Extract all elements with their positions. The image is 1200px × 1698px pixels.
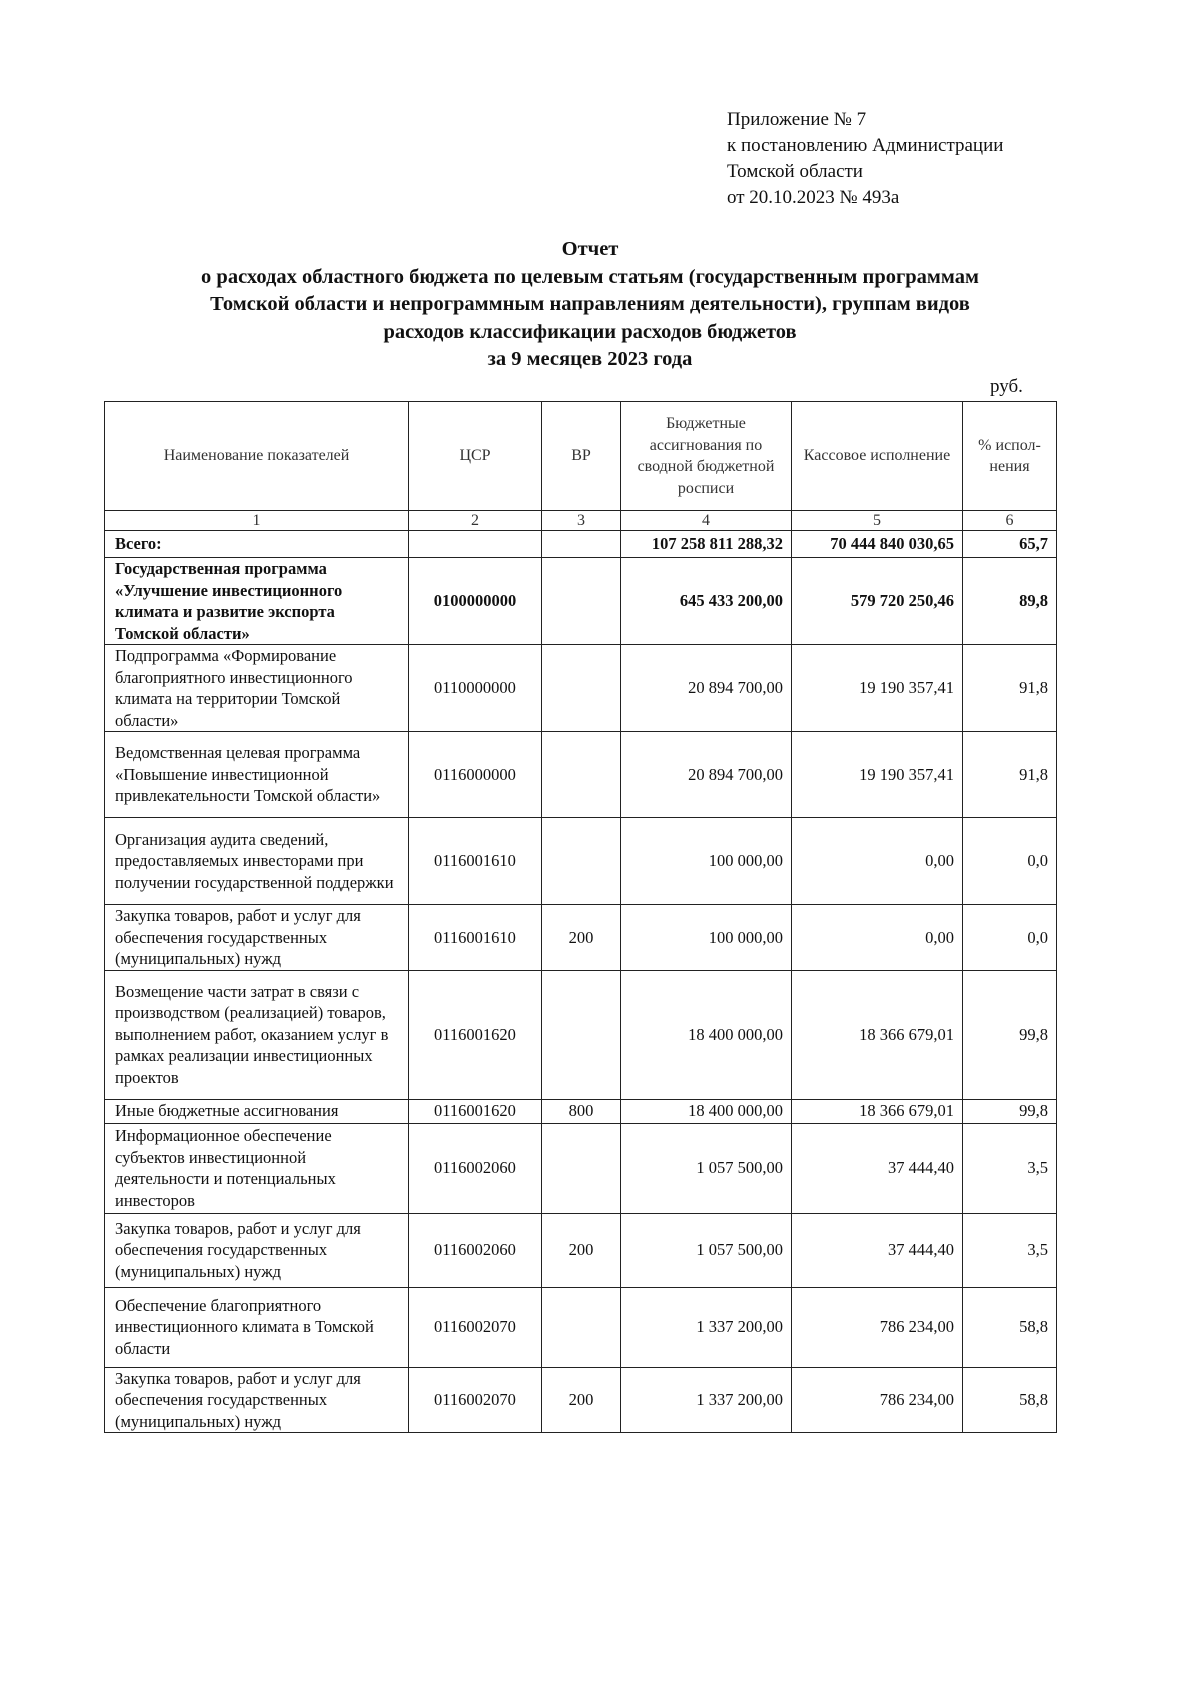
report-title: [100, 236, 1080, 374]
header-vr: ВР: [542, 402, 621, 511]
row-vr: 800: [542, 1099, 621, 1123]
row-csr: 0116001610: [409, 905, 542, 971]
appendix-line: от 20.10.2023 № 493а: [727, 187, 900, 208]
row-percent: 91,8: [963, 732, 1057, 818]
row-assigned: 645 433 200,00: [621, 558, 792, 645]
currency-unit: руб.: [990, 376, 1023, 397]
row-executed: 786 234,00: [792, 1367, 963, 1433]
row-assigned: 107 258 811 288,32: [621, 531, 792, 558]
row-vr: [542, 970, 621, 1099]
row-vr: 200: [542, 905, 621, 971]
table-row: [105, 1367, 1057, 1433]
row-executed: 18 366 679,01: [792, 1099, 963, 1123]
table-row: [105, 531, 1057, 558]
expenses-table: [104, 401, 1057, 1433]
header-name: Наименование показателей: [105, 402, 409, 511]
row-name: Закупка товаров, работ и услуг для обеспечения государственных (муниципальных) нужд: [105, 1367, 409, 1433]
column-number: 6: [963, 511, 1057, 531]
row-executed: 18 366 679,01: [792, 970, 963, 1099]
row-vr: 200: [542, 1367, 621, 1433]
title-line: расходов классификации расходов бюджетов: [383, 320, 797, 343]
table-row: [105, 970, 1057, 1099]
row-name: Ведомственная целевая программа «Повышение инвестиционной привлекательности Томской области»: [105, 732, 409, 818]
row-name: Закупка товаров, работ и услуг для обеспечения государственных (муниципальных) нужд: [105, 1213, 409, 1287]
row-assigned: 1 057 500,00: [621, 1123, 792, 1213]
table-row: [105, 818, 1057, 905]
column-number-row: [105, 511, 1057, 531]
row-csr: 0116002060: [409, 1123, 542, 1213]
row-vr: [542, 732, 621, 818]
column-number: 2: [409, 511, 542, 531]
header-percent: % испол-нения: [963, 402, 1057, 511]
title-line: Томской области и непрограммным направлениям деятельности), группам видов: [210, 293, 970, 315]
row-percent: 3,5: [963, 1213, 1057, 1287]
row-percent: 3,5: [963, 1123, 1057, 1213]
row-executed: 37 444,40: [792, 1123, 963, 1213]
title-line: за 9 месяцев 2023 года: [487, 348, 693, 370]
row-executed: 579 720 250,46: [792, 558, 963, 645]
row-vr: [542, 818, 621, 905]
header-assigned: Бюджетные ассигнования по сводной бюджетной росписи: [621, 402, 792, 511]
row-assigned: 100 000,00: [621, 905, 792, 971]
row-name: Информационное обеспечение субъектов инвестиционной деятельности и потенциальных инвесторов: [105, 1123, 409, 1213]
row-name: Иные бюджетные ассигнования: [105, 1099, 409, 1123]
row-csr: 0116002070: [409, 1287, 542, 1367]
row-assigned: 18 400 000,00: [621, 970, 792, 1099]
row-name: Обеспечение благоприятного инвестиционного климата в Томской области: [105, 1287, 409, 1367]
row-percent: 99,8: [963, 1099, 1057, 1123]
row-assigned: 1 057 500,00: [621, 1213, 792, 1287]
appendix-note: [727, 107, 1003, 211]
row-csr: 0100000000: [409, 558, 542, 645]
row-percent: 99,8: [963, 970, 1057, 1099]
row-executed: 0,00: [792, 905, 963, 971]
row-vr: 200: [542, 1213, 621, 1287]
appendix-line: к постановлению Администрации: [727, 135, 1004, 156]
appendix-line: Томской области: [727, 161, 863, 182]
row-name: Организация аудита сведений, предоставляемых инвесторами при получении государственной поддержки: [105, 818, 409, 905]
row-percent: 0,0: [963, 818, 1057, 905]
row-name: Возмещение части затрат в связи с производством (реализацией) товаров, выполнением работ, оказанием услуг в рамках реализации инвестиционных проектов: [105, 970, 409, 1099]
appendix-line: Приложение № 7: [727, 109, 867, 130]
row-executed: 0,00: [792, 818, 963, 905]
table-row: [105, 732, 1057, 818]
row-percent: 65,7: [963, 531, 1057, 558]
header-executed: Кассовое исполнение: [792, 402, 963, 511]
row-assigned: 100 000,00: [621, 818, 792, 905]
row-vr: [542, 1287, 621, 1367]
column-number: 5: [792, 511, 963, 531]
title-line: Отчет: [561, 238, 619, 260]
row-vr: [542, 558, 621, 645]
row-assigned: 20 894 700,00: [621, 732, 792, 818]
table-row: [105, 1123, 1057, 1213]
table-row: [105, 1213, 1057, 1287]
row-percent: 91,8: [963, 645, 1057, 732]
row-executed: 786 234,00: [792, 1287, 963, 1367]
column-number: 4: [621, 511, 792, 531]
row-vr: [542, 1123, 621, 1213]
row-csr: 0116000000: [409, 732, 542, 818]
row-name: Всего:: [105, 531, 409, 558]
column-number: 3: [542, 511, 621, 531]
row-assigned: 20 894 700,00: [621, 645, 792, 732]
row-percent: 0,0: [963, 905, 1057, 971]
row-csr: 0116001620: [409, 970, 542, 1099]
row-percent: 89,8: [963, 558, 1057, 645]
table-row: [105, 905, 1057, 971]
title-line: о расходах областного бюджета по целевым статьям (государственным программам: [201, 265, 979, 288]
row-vr: [542, 645, 621, 732]
row-csr: 0110000000: [409, 645, 542, 732]
row-vr: [542, 531, 621, 558]
row-name: Закупка товаров, работ и услуг для обеспечения государственных (муниципальных) нужд: [105, 905, 409, 971]
row-assigned: 1 337 200,00: [621, 1287, 792, 1367]
row-assigned: 1 337 200,00: [621, 1367, 792, 1433]
table-row: [105, 1287, 1057, 1367]
row-executed: 70 444 840 030,65: [792, 531, 963, 558]
row-name: Государственная программа «Улучшение инвестиционного климата и развитие экспорта Томской области»: [105, 558, 409, 645]
row-percent: 58,8: [963, 1367, 1057, 1433]
row-csr: 0116002070: [409, 1367, 542, 1433]
row-csr: 0116001610: [409, 818, 542, 905]
row-csr: [409, 531, 542, 558]
table-row: [105, 1099, 1057, 1123]
row-name: Подпрограмма «Формирование благоприятного инвестиционного климата на территории Томской области»: [105, 645, 409, 732]
row-csr: 0116001620: [409, 1099, 542, 1123]
row-executed: 37 444,40: [792, 1213, 963, 1287]
header-csr: ЦСР: [409, 402, 542, 511]
row-percent: 58,8: [963, 1287, 1057, 1367]
row-executed: 19 190 357,41: [792, 645, 963, 732]
row-assigned: 18 400 000,00: [621, 1099, 792, 1123]
row-executed: 19 190 357,41: [792, 732, 963, 818]
column-number: 1: [105, 511, 409, 531]
table-row: [105, 558, 1057, 645]
header-row: [105, 402, 1057, 511]
table-row: [105, 645, 1057, 732]
row-csr: 0116002060: [409, 1213, 542, 1287]
